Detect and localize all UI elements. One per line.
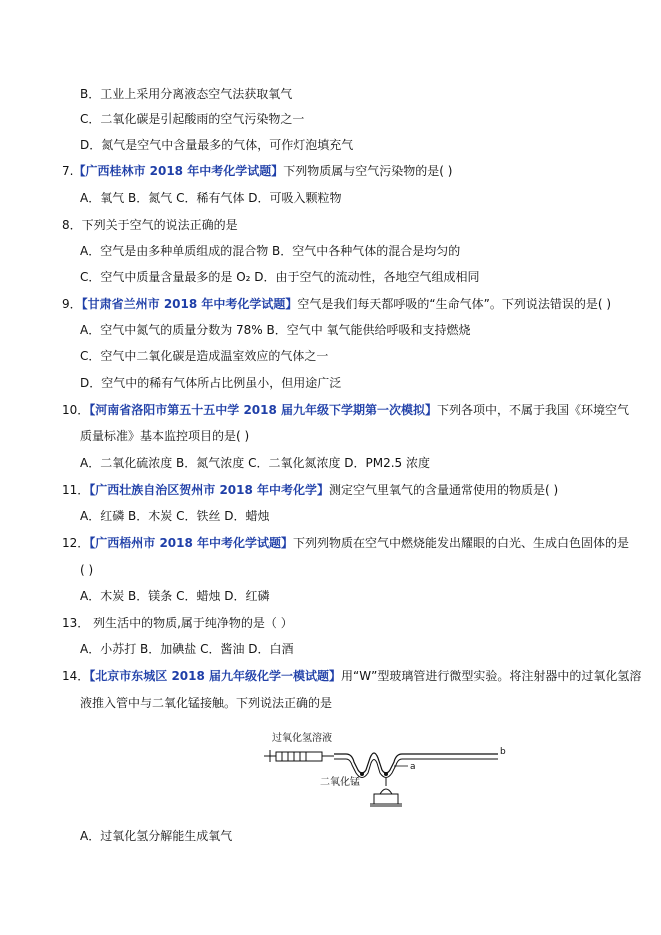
question-source: 【广西壮族自治区贺州市 2018 年中考化学】 (89, 483, 330, 497)
question-text: 下列物质属与空气污染物的是( ) (283, 164, 453, 178)
question-number: 11． (62, 483, 90, 497)
burner-icon (370, 778, 402, 806)
question-number: 7. (62, 164, 74, 178)
option-line: C．二氧化碳是引起酸雨的空气污染物之一 (80, 112, 305, 126)
question-14 (62, 668, 641, 684)
question-text: 下列各项中，不属于我国《环境空气 (437, 403, 630, 417)
option-line: A．过氧化氢分解能生成氧气 (80, 829, 233, 843)
option-line: B．工业上采用分离液态空气法获取氧气 (80, 87, 293, 101)
option-line: A．空气中氮气的质量分数为 78% B．空气中 氧气能供给呼吸和支持燃烧 (80, 323, 471, 337)
option-line: A．木炭 B．镁条 C．蜡烛 D．红磷 (80, 589, 270, 603)
w-tube-apparatus-figure (262, 728, 522, 812)
question-number: 10． (62, 403, 90, 417)
question-12 (62, 535, 629, 551)
question-text: 用“W”型玻璃管进行微型实验。将注射器中的过氧化氢溶 (341, 669, 642, 683)
mno2-powder (384, 772, 388, 776)
question-source: 【河南省洛阳市第五十五中学 2018 届九年级下学期第一次模拟】 (89, 403, 438, 417)
option-line: A．氧气 B．氮气 C．稀有气体 D．可吸入颗粒物 (80, 191, 342, 205)
question-number: 14． (62, 669, 90, 683)
option-line: A．空气是由多种单质组成的混合物 B．空气中各种气体的混合是均匀的 (80, 244, 461, 258)
option-line: C．空气中二氧化碳是造成温室效应的气体之一 (80, 349, 329, 363)
question-number: 9． (62, 297, 82, 311)
question-number: 12． (62, 536, 90, 550)
syringe (264, 750, 334, 762)
option-line: A．二氧化硫浓度 B．氮气浓度 C．二氧化氮浓度 D．PM2.5 浓度 (80, 456, 430, 470)
figure-label-b: b (500, 747, 506, 757)
w-tube-inner (334, 759, 498, 778)
option-line: A．红磷 B．木炭 C．铁丝 D．蜡烛 (80, 509, 270, 523)
question-8: 8．下列关于空气的说法正确的是 (62, 218, 238, 232)
option-line: A．小苏打 B．加碘盐 C．酱油 D．白酒 (80, 642, 294, 656)
question-source: 【甘肃省兰州市 2018 年中考化学试题】 (81, 297, 298, 311)
question-continuation: 液推入管中与二氧化锰接触。下列说法正确的是 (80, 696, 333, 710)
question-continuation: ( ) (80, 563, 94, 577)
question-text: 测定空气里氧气的含量通常使用的物质是( ) (329, 483, 559, 497)
figure-label-bottom: 二氧化锰 (320, 777, 360, 788)
question-10 (62, 402, 629, 418)
question-9 (62, 296, 611, 312)
question-text: 下列列物质在空气中燃烧能发出耀眼的白光、生成白色固体的是 (293, 536, 630, 550)
question-source: 【广西桂林市 2018 年中考化学试题】 (73, 164, 284, 178)
solution-drop (360, 772, 364, 776)
figure-label-a: a (410, 762, 416, 772)
w-tube (334, 753, 498, 773)
option-line: C．空气中质量含量最多的是 O₂ D．由于空气的流动性，各地空气组成相同 (80, 270, 480, 284)
figure-label-top: 过氧化氢溶液 (272, 733, 332, 744)
question-13: 13． 列生活中的物质,属于纯净物的是（ ） (62, 616, 293, 630)
question-continuation: 质量标准》基本监控项目的是( ) (80, 429, 250, 443)
question-11 (62, 482, 558, 498)
option-line: D．氮气是空气中含量最多的气体，可作灯泡填充气 (80, 138, 354, 152)
question-source: 【广西梧州市 2018 年中考化学试题】 (89, 536, 294, 550)
question-source: 【北京市东城区 2018 届九年级化学一模试题】 (89, 669, 342, 683)
question-7 (62, 163, 452, 179)
question-text: 空气是我们每天都呼吸的“生命气体”。下列说法错误的是( ) (297, 297, 612, 311)
option-line: D．空气中的稀有气体所占比例虽小，但用途广泛 (80, 376, 342, 390)
